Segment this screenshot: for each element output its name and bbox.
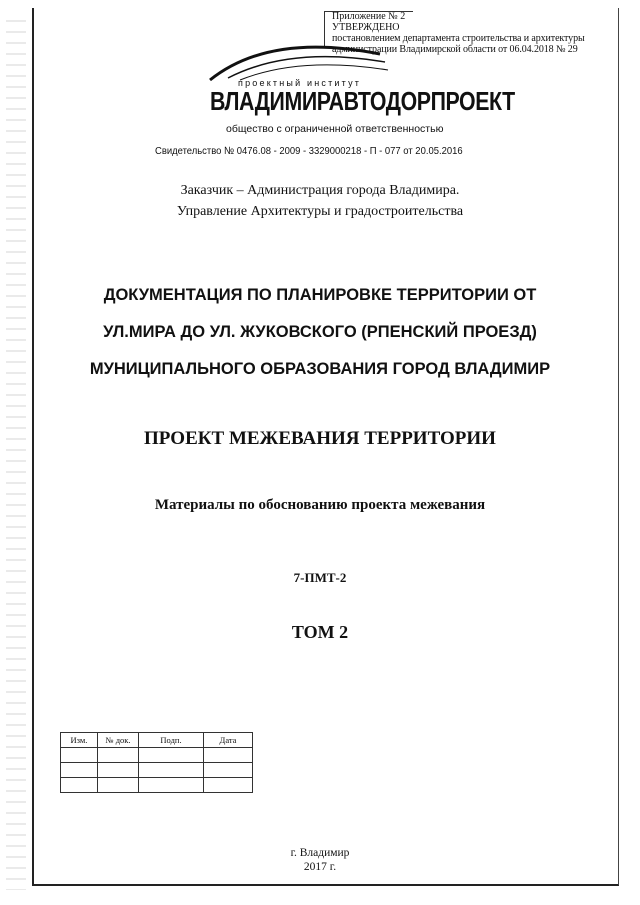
customer-line: Заказчик – Администрация города Владимира. [180,183,460,198]
document-title-line: ДОКУМЕНТАЦИЯ ПО ПЛАНИРОВКЕ ТЕРРИТОРИИ ОТ [103,286,537,304]
stamp-row [61,763,253,778]
approval-line: Приложение № 2 [332,11,406,22]
stamp-header-cell: Подп. [139,733,204,748]
stamp-header-cell: Дата [204,733,253,748]
company-logo [180,40,515,135]
stamp-header-row [61,733,253,748]
footer-year: 2017 г. [303,861,337,873]
section-title: ПРОЕКТ МЕЖЕВАНИЯ ТЕРРИТОРИИ [144,428,496,449]
stamp-header-cell: № док. [98,733,139,748]
approval-line: администрации Владимирской области от 06.04.2018 № 29 [332,44,578,55]
stamp-row [61,778,253,793]
document-title-line: МУНИЦИПАЛЬНОГО ОБРАЗОВАНИЯ ГОРОД ВЛАДИМИР [89,360,551,378]
scan-edge-marks [6,20,26,890]
footer-city: г. Владимир [290,847,350,859]
document-title [40,277,600,388]
stamp-header-cell: Изм. [61,733,98,748]
stamp-row [61,748,253,763]
logo-institute-label: проектный институт [238,78,362,88]
customer-department: Управление Архитектуры и градостроительства [176,204,464,219]
approval-line: постановлением департамента строительства и архитектуры [332,33,585,44]
certificate-number: Свидетельство № 0476.08 - 2009 - 3329000218 - П - 077 от 20.05.2016 [155,145,463,157]
logo-org-type: общество с ограниченной ответственностью [226,123,444,135]
sub-title: Материалы по обоснованию проекта межевания [154,497,486,513]
document-title-line: УЛ.МИРА ДО УЛ. ЖУКОВСКОГО (РПЕНСКИЙ ПРОЕЗД) [103,323,537,341]
footer [0,846,640,874]
logo-company-name: ВЛАДИМИРАВТОДОРПРОЕКТ [210,86,515,116]
revision-stamp-table [60,732,253,793]
document-code: 7-ПМТ-2 [293,570,347,585]
volume-number: ТОМ 2 [291,622,349,642]
approval-line: УТВЕРЖДЕНО [332,22,400,33]
